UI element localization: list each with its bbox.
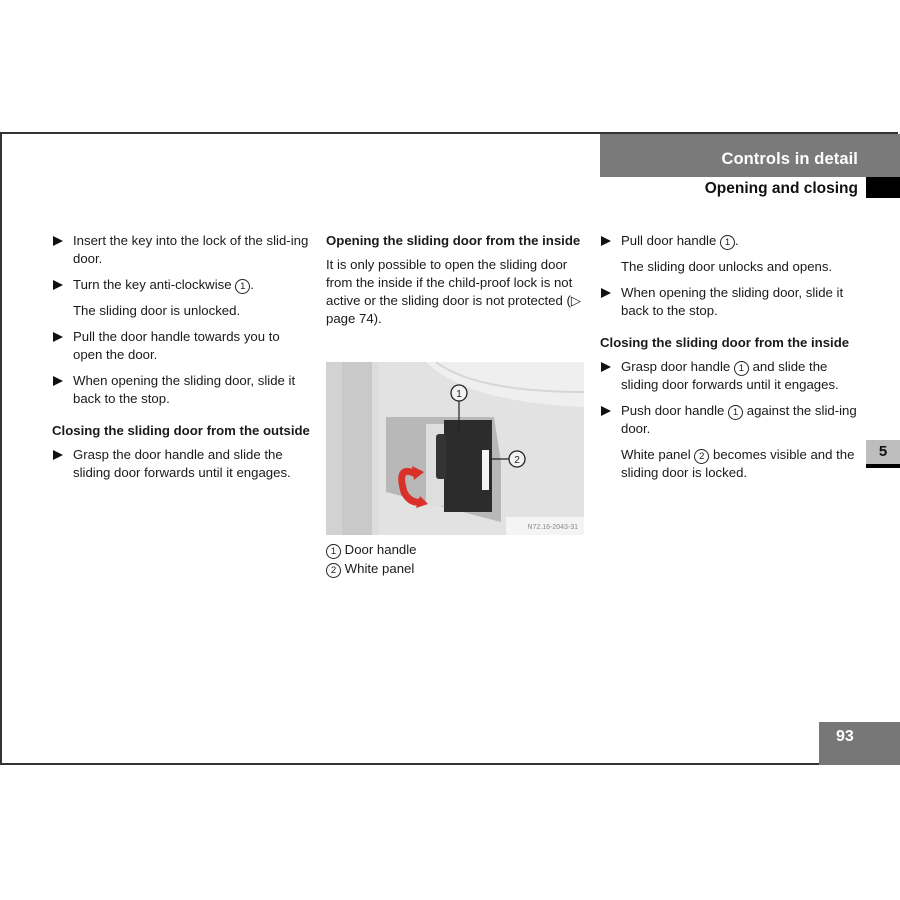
- callout-2-icon: 2: [326, 563, 341, 578]
- callout-1-icon: 1: [728, 405, 743, 420]
- heading-opening-inside: Opening the sliding door from the inside: [326, 233, 581, 248]
- subsection-title: Opening and closing: [704, 180, 858, 197]
- step-slide-back: When opening the sliding door, slide it back to the stop.: [52, 372, 310, 408]
- legend-item-door-handle: 1 Door handle: [326, 540, 417, 559]
- step-slide-back-right: When opening the sliding door, slide it back to the stop.: [600, 284, 862, 320]
- page-number: 93: [819, 722, 900, 765]
- figure-legend: [326, 540, 417, 578]
- bullet-triangle-icon: [53, 236, 63, 246]
- bullet-triangle-icon: [53, 280, 63, 290]
- step-push-door-handle: Push door handle 1 against the slid-ing door.: [600, 402, 862, 438]
- middle-column: [326, 232, 584, 336]
- door-handle-diagram: [326, 362, 584, 535]
- figure-code: N72.16-2043-31: [527, 524, 578, 531]
- step-grasp-door-handle: Grasp door handle 1 and slide the sliding door forwards until it engages.: [600, 358, 862, 394]
- bullet-triangle-icon: [53, 450, 63, 460]
- page-reference-link[interactable]: (▷ page 74).: [326, 293, 581, 326]
- note-white-panel-locked: White panel 2 becomes visible and the sliding door is locked.: [621, 447, 855, 480]
- subsection-marker: [866, 177, 900, 198]
- bullet-triangle-icon: [53, 376, 63, 386]
- left-column: [52, 232, 310, 490]
- bullet-triangle-icon: [53, 332, 63, 342]
- bullet-triangle-icon: [601, 362, 611, 372]
- sliding-door-handle-illustration: [326, 362, 584, 535]
- legend-item-white-panel: 2 White panel: [326, 559, 417, 578]
- step-pull-door-handle: Pull door handle 1 .: [600, 232, 862, 250]
- svg-text:2: 2: [514, 455, 520, 466]
- step-turn-key: Turn the key anti-clockwise 1 .: [52, 276, 310, 294]
- bullet-triangle-icon: [601, 406, 611, 416]
- paragraph-child-lock: It is only possible to open the sliding door from the inside if the child-proof lock is not active or the sliding door is not protected (▷ page 74).: [326, 257, 581, 326]
- step-grasp-handle: Grasp the door handle and slide the sliding door forwards until it engages.: [52, 446, 310, 482]
- callout-1-icon: 1: [326, 544, 341, 559]
- right-column: [600, 232, 862, 490]
- section-title: Controls in detail: [721, 150, 858, 168]
- chapter-tab[interactable]: 5: [866, 440, 900, 468]
- heading-closing-inside: Closing the sliding door from the inside: [600, 335, 850, 350]
- step-pull-handle: Pull the door handle towards you to open the door.: [52, 328, 310, 364]
- note-unlocks-opens: The sliding door unlocks and opens.: [621, 259, 833, 274]
- callout-2-icon: 2: [694, 449, 709, 464]
- callout-1-icon: 1: [734, 361, 749, 376]
- bullet-triangle-icon: [601, 288, 611, 298]
- bullet-triangle-icon: [601, 236, 611, 246]
- callout-1-icon: 1: [235, 279, 250, 294]
- svg-text:1: 1: [456, 389, 462, 400]
- heading-closing-outside: Closing the sliding door from the outside: [52, 423, 310, 438]
- step-insert-key: Insert the key into the lock of the slid-ing door.: [52, 232, 310, 268]
- callout-1-icon: 1: [720, 235, 735, 250]
- note-unlocked: The sliding door is unlocked.: [73, 303, 241, 318]
